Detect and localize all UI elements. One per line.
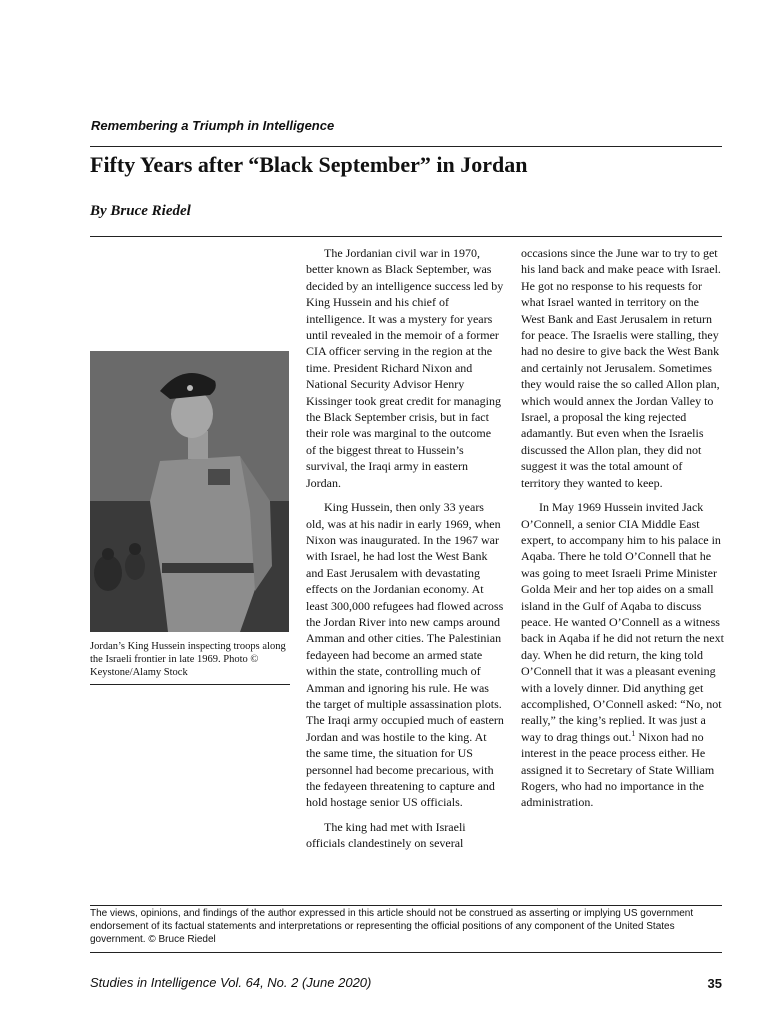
king-hussein-photo	[90, 351, 289, 632]
paragraph-text: Nixon had no interest in the peace process either. He assigned it to Secretary of State William Rogers, who had no importance in the administration.	[521, 729, 715, 810]
paragraph	[521, 499, 724, 811]
paragraph: occasions since the June war to try to get his land back and make peace with Israel. He got no response to his requests for what Israel wanted in territory on the West Bank and East Jerusalem in return for peace. The Israelis were stalling, they had no desire to give back the West Bank and certainly not Jerusalem. Sometimes they would raise the so called Allon plan, which would annex the Jordan Valley to Israel, a proposal the king rejected adamantly. But even when the Israelis discussed the Allon plan, they did not suggest it was the total amount of territory they wanted to keep.	[521, 246, 721, 490]
disclaimer: The views, opinions, and findings of the author expressed in this article should not be construed as asserting or implying US government endorsement of its factual statements and interpretations or representing the official positions of any component of the United States government. © Bruce Riedel	[90, 908, 694, 945]
header-rule	[90, 146, 722, 147]
paragraph: King Hussein, then only 33 years old, was at his nadir in early 1969, when Nixon was inaugurated. In the 1967 war with Israel, he had lost the West Bank and East Jerusalem with devastating effects on the Jordanian economy. At least 300,000 refugees had flowed across the Jordan River into new camps around Amman and other cities. The Palestinian fedayeen had become an armed state within the state, controlling much of Amman and ignoring his rule. He was the target of multiple assassination plots. The Iraqi army occupied much of eastern Jordan and was hostile to the king. At the same time, the situation for US personnel had become precarious, with the fedayeen threatening to capture and hold hostage senior US officials.	[306, 500, 504, 810]
paragraph-text: In May 1969 Hussein invited Jack O’Connell, a senior CIA Middle East expert, to accompany him to his palace in Aqaba. There he told O’Connell that he was going to meet Israeli Prime Minister Golda Meir and her top aides on a small island in the Gulf of Aqaba to discuss peace. He wanted O’Connell as a witness back in Aqaba if he did not return the next day. When he did return, the king told O’Connell that it was a pleasant evening with a lovely dinner. Did anything get accomplished, O’Connell asked: “No, not really,” the king’s replied. It was just a way to drag things out.	[521, 500, 724, 744]
byline-rule	[90, 236, 722, 237]
article-title: Fifty Years after “Black September” in Jordan	[90, 152, 528, 177]
caption-rule	[90, 684, 290, 685]
paragraph: The Jordanian civil war in 1970, better known as Black September, was decided by an intelligence success led by King Hussein and his chief of intelligence. It was a mystery for years until revealed in the memoir of a former CIA officer serving in the region at the time. President Richard Nixon and National Security Advisor Henry Kissinger took great credit for managing the Black September crisis, but in fact their role was marginal to the outcome of the biggest threat to Hussein’s survival, the Iraqi army in eastern Jordan.	[306, 246, 504, 490]
disclaimer-rule-bottom	[90, 952, 722, 953]
disclaimer-rule-top	[90, 905, 722, 906]
byline: By Bruce Riedel	[90, 203, 191, 219]
body-column-2	[521, 245, 724, 819]
body-column-1	[306, 245, 504, 860]
photo-caption: Jordan’s King Hussein inspecting troops along the Israeli frontier in late 1969. Photo © Keystone/Alamy Stock	[90, 641, 286, 678]
page-number: 35	[707, 976, 722, 991]
article-kicker: Remembering a Triumph in Intelligence	[91, 118, 335, 133]
footnote-marker: 1	[631, 728, 636, 738]
journal-footer: Studies in Intelligence Vol. 64, No. 2 (June 2020)	[90, 975, 372, 990]
paragraph: The king had met with Israeli officials clandestinely on several	[306, 819, 466, 851]
